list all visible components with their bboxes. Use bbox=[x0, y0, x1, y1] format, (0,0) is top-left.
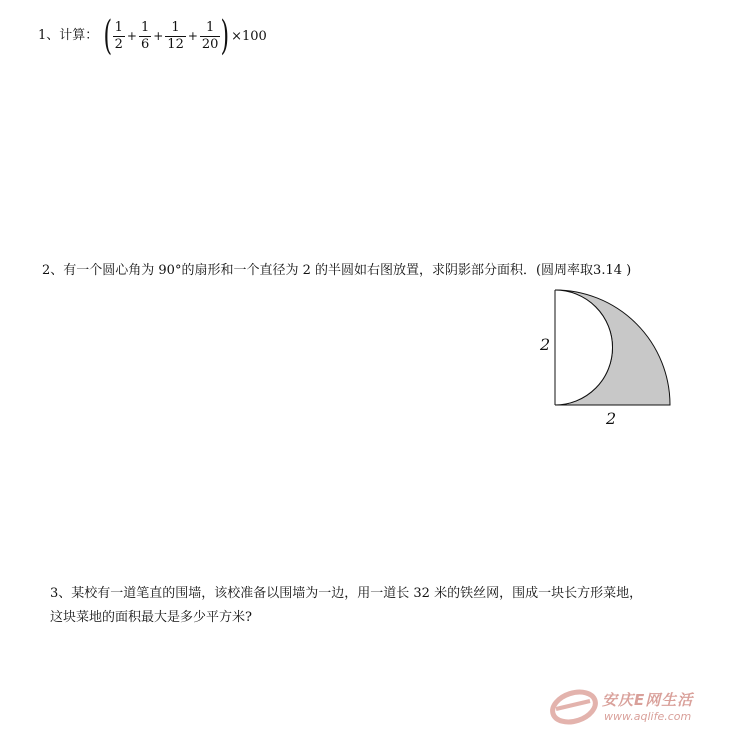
multiplier: ×100 bbox=[231, 28, 267, 44]
plus-sign: + bbox=[126, 29, 137, 43]
fraction-2 bbox=[139, 20, 151, 53]
fraction-1-numerator: 1 bbox=[114, 19, 123, 35]
plus-sign: + bbox=[153, 29, 164, 43]
fraction-3-numerator: 1 bbox=[171, 19, 180, 35]
question-3-line-2: 这块菜地的面积最大是多少平方米? bbox=[50, 610, 252, 625]
close-paren: ) bbox=[220, 13, 230, 59]
open-paren: ( bbox=[103, 13, 113, 59]
question-1-label: 1、计算： bbox=[38, 28, 99, 43]
fraction-3-denominator: 12 bbox=[167, 36, 184, 52]
figure-label-bottom: 2 bbox=[606, 409, 617, 428]
question-3-line-1: 3、某校有一道笔直的围墙，该校准备以围墙为一边，用一道长 32 米的铁丝网，围成一块长方形菜地， bbox=[50, 586, 643, 601]
watermark-url: www.aqlife.com bbox=[604, 710, 692, 723]
question-1-formula bbox=[104, 14, 267, 58]
fraction-4 bbox=[200, 20, 221, 53]
fraction-4-numerator: 1 bbox=[206, 19, 215, 35]
question-2-text: 2、有一个圆心角为 90°的扇形和一个直径为 2 的半圆如右图放置，求阴影部分面积．(圆周率取3.14 ) bbox=[42, 263, 632, 278]
figure-label-left: 2 bbox=[540, 335, 551, 354]
fraction-2-numerator: 1 bbox=[140, 19, 150, 35]
fraction-1-denominator: 2 bbox=[114, 36, 123, 52]
fraction-4-denominator: 20 bbox=[201, 36, 219, 52]
fraction-1 bbox=[113, 20, 125, 53]
fraction-3 bbox=[165, 20, 186, 53]
plus-sign: + bbox=[187, 29, 198, 43]
sector-semicircle-figure bbox=[530, 283, 680, 413]
watermark-title: 安庆E网生活 bbox=[602, 691, 694, 709]
fraction-2-denominator: 6 bbox=[140, 36, 150, 52]
